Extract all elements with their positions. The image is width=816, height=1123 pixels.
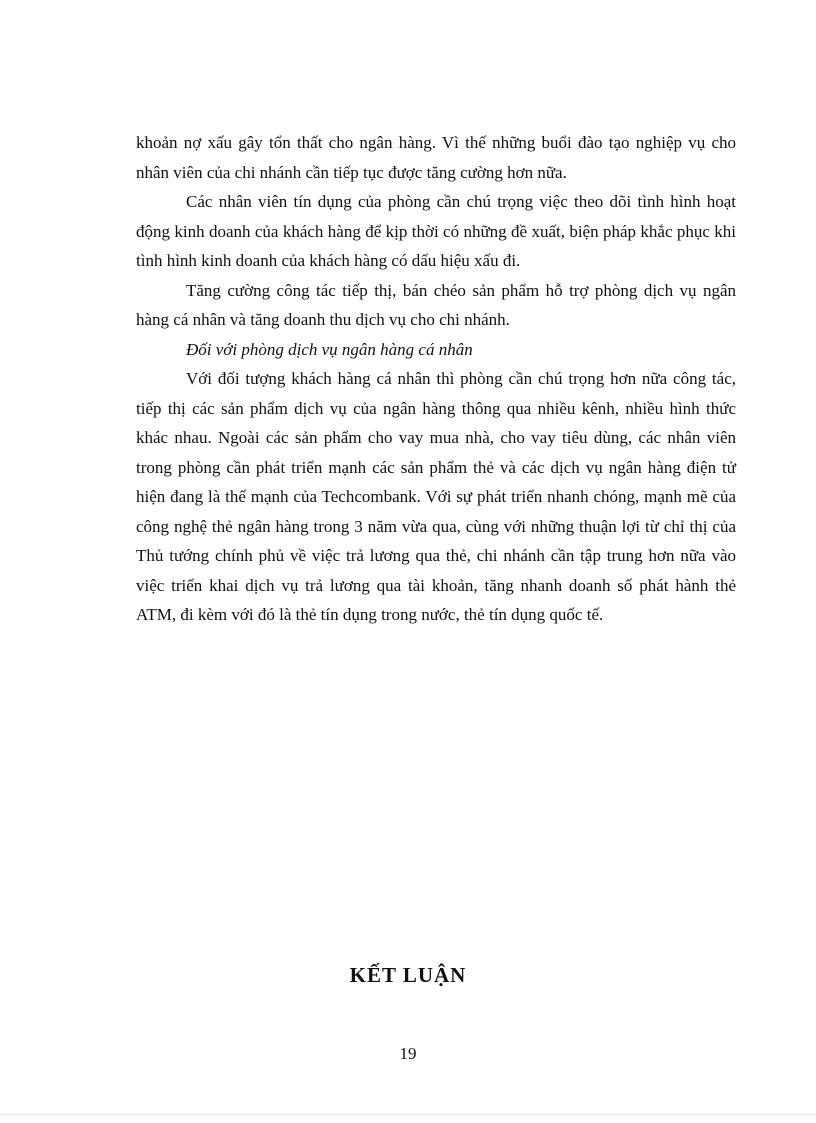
paragraph-continuation: khoản nợ xấu gây tổn thất cho ngân hàng. Vì thế những buổi đào tạo nghiệp vụ cho nhân viên của chi nhánh cần tiếp tục được tăng cường hơn nữa.: [136, 133, 736, 182]
paragraph-personal-banking: Với đối tượng khách hàng cá nhân thì phòng cần chú trọng hơn nữa công tác, tiếp thị các sản phẩm dịch vụ của ngân hàng thông qua nhiều kênh, nhiều hình thức khác nhau. Ngoài các sản phẩm cho vay mua nhà, cho vay tiêu dùng, các nhân viên trong phòng cần phát triển mạnh các sản phẩm thẻ và các dịch vụ ngân hàng điện tử hiện đang là thế mạnh của Techcombank. Với sự phát triển nhanh chóng, mạnh mẽ của công nghệ thẻ ngân hàng trong 3 năm vừa qua, cùng với những thuận lợi từ chỉ thị của Thủ tướng chính phủ về việc trả lương qua thẻ, chi nhánh cần tập trung hơn nữa vào việc triển khai dịch vụ trả lương qua tài khoản, tăng nhanh doanh số phát hành thẻ ATM, đi kèm với đó là thẻ tín dụng trong nước, thẻ tín dụng quốc tế.: [136, 369, 736, 624]
paragraph-marketing: Tăng cường công tác tiếp thị, bán chéo sản phẩm hỗ trợ phòng dịch vụ ngân hàng cá nhân và tăng doanh thu dịch vụ cho chi nhánh.: [136, 280, 736, 329]
paragraph-credit-staff: Các nhân viên tín dụng của phòng cần chú trọng việc theo dõi tình hình hoạt động kinh doanh của khách hàng để kịp thời có những đề xuất, biện pháp khắc phục khi tình hình kinh doanh của khách hàng có dấu hiệu xấu đi.: [136, 192, 736, 270]
body-text: [136, 128, 736, 630]
page-bottom-divider: [0, 1114, 816, 1115]
section-subheading: Đối với phòng dịch vụ ngân hàng cá nhân: [186, 339, 473, 359]
page-number: 19: [399, 1044, 417, 1063]
conclusion-heading: KẾT LUẬN: [349, 963, 467, 987]
